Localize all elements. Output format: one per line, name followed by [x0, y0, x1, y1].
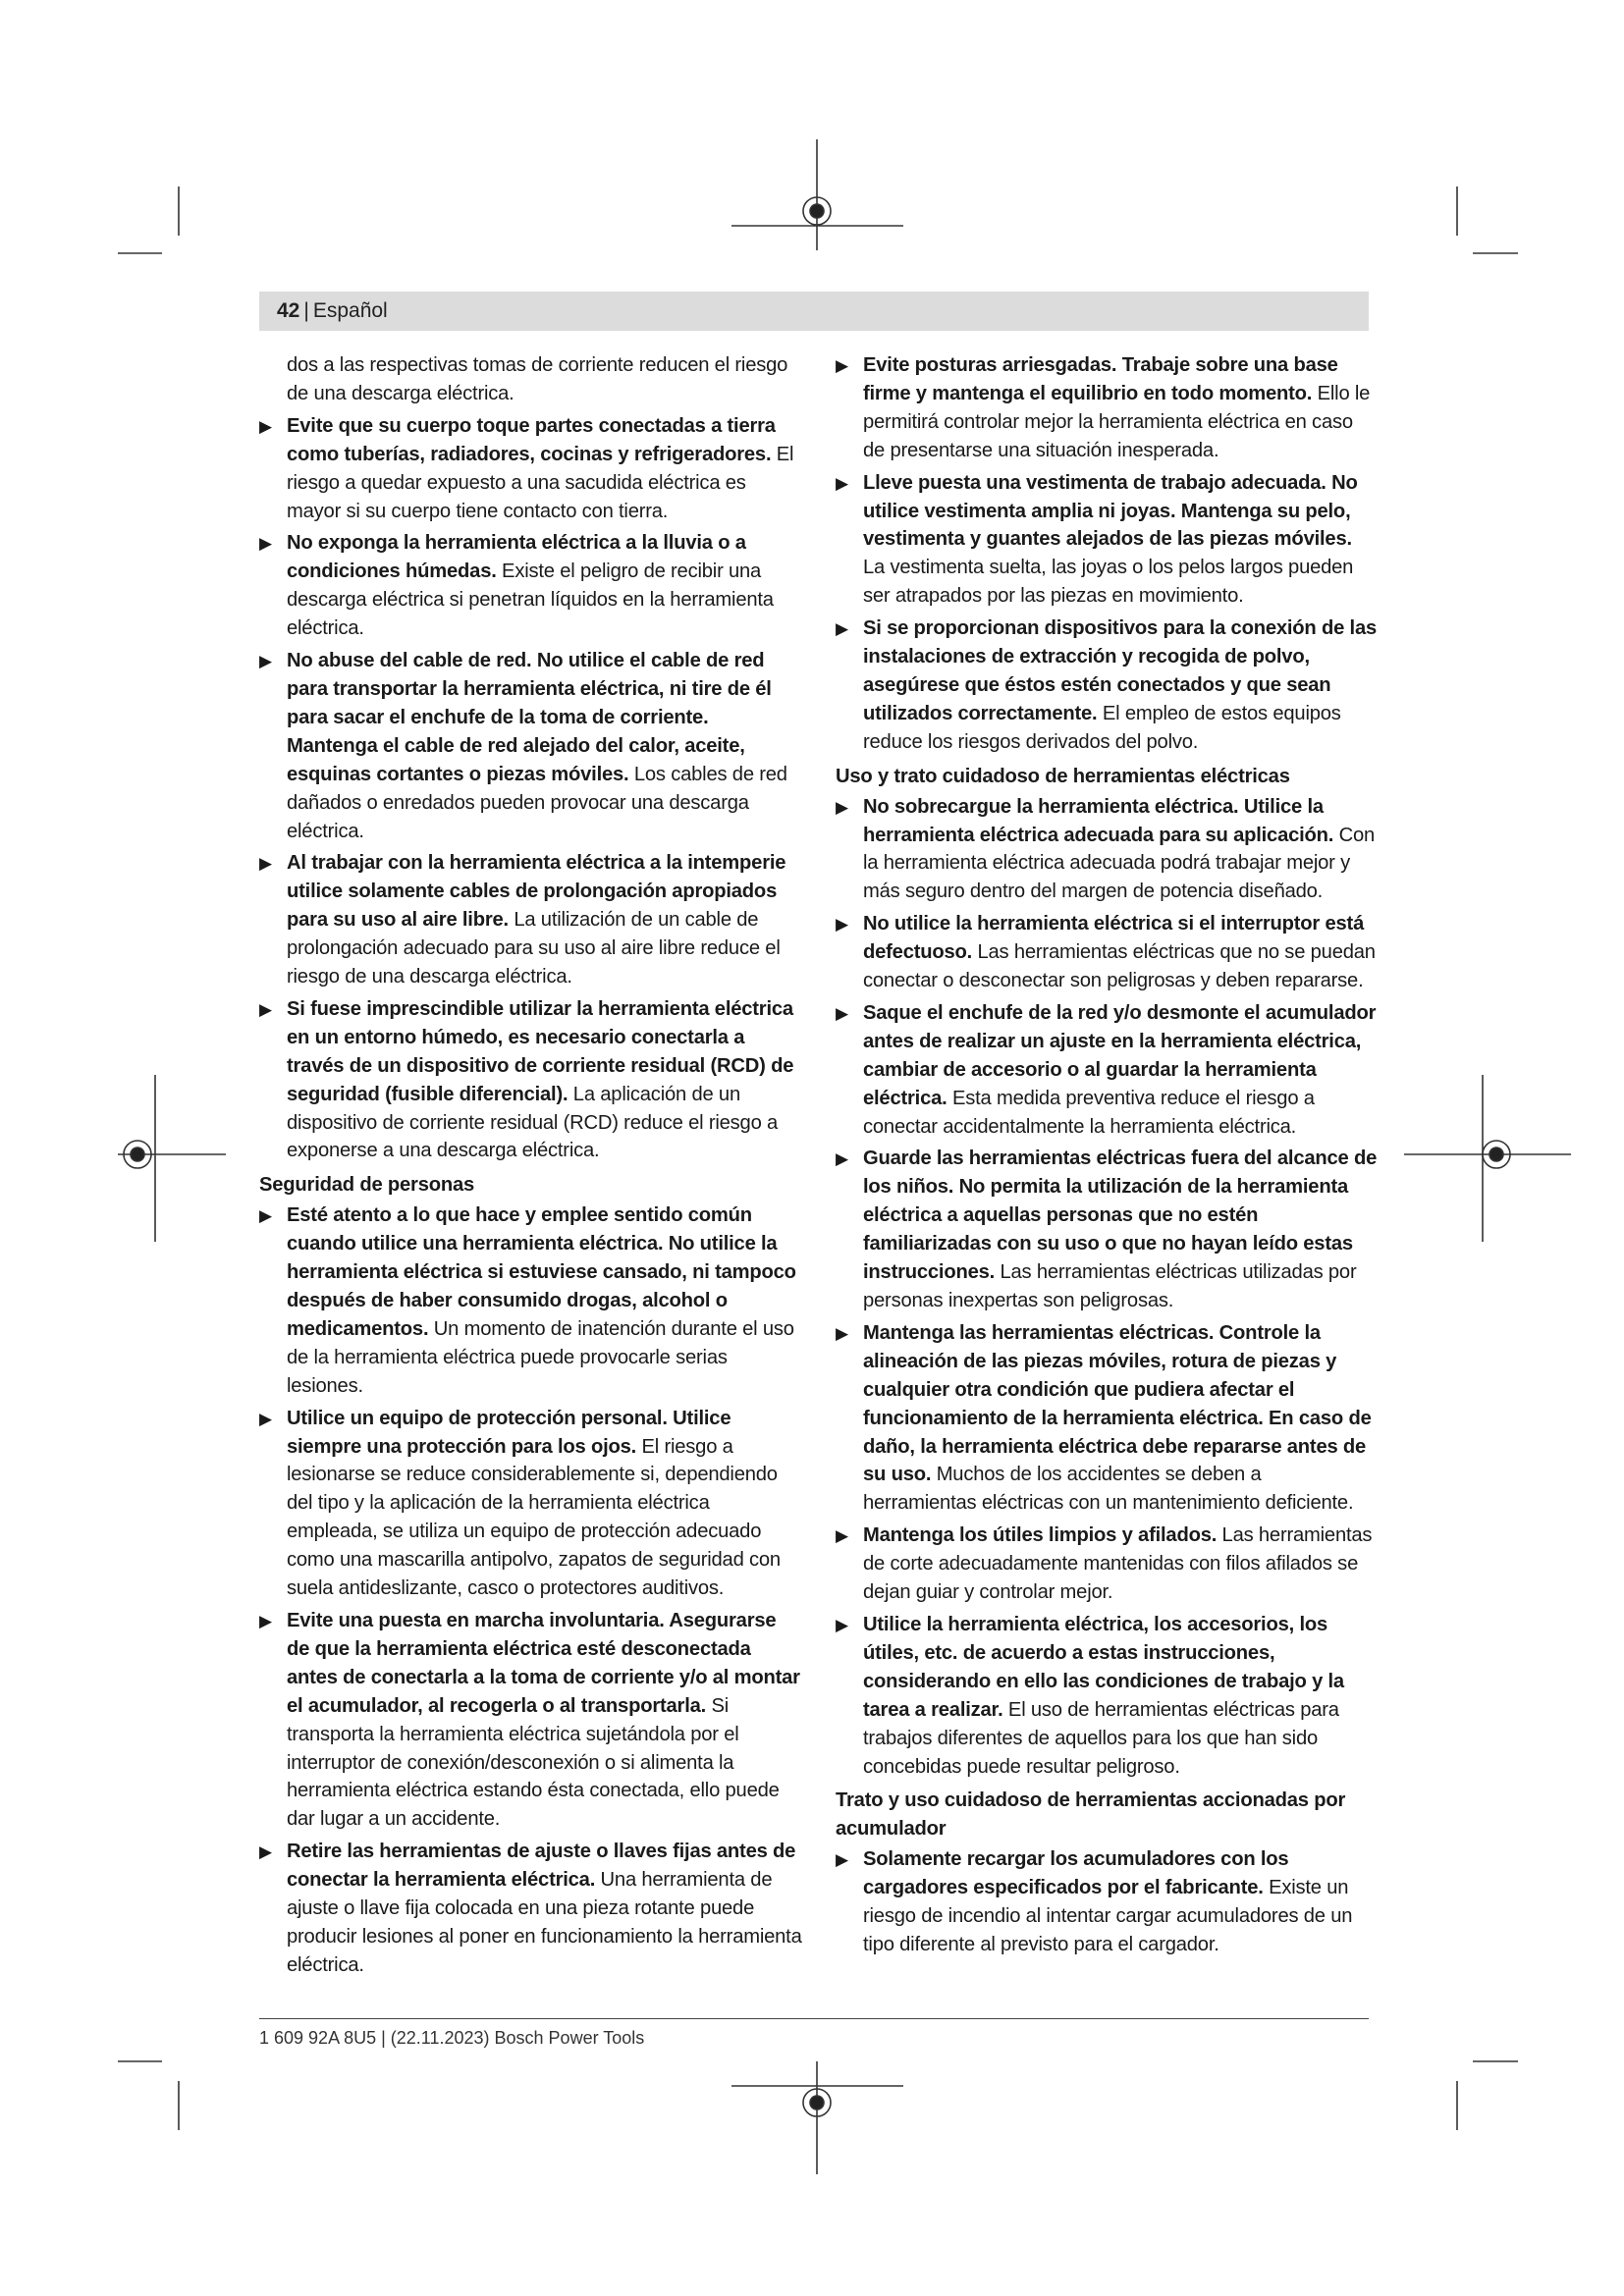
- item-instruction: No exponga la herramienta eléctrica a la lluvia o a condiciones húmedas.: [287, 532, 746, 583]
- header-language: Español: [312, 299, 388, 322]
- safety-list-item: [836, 910, 1379, 995]
- item-instruction: Al trabajar con la herramienta eléctrica a la intemperie utilice solamente cables de prolongación apropiados para su uso al aire libre.: [287, 852, 786, 932]
- bullet-triangle-icon: ▶: [836, 356, 848, 375]
- registration-mark-top-icon: [731, 139, 903, 250]
- item-instruction: Saque el enchufe de la red y/o desmonte el acumulador antes de realizar un ajuste en la herramienta eléctrica, cambiar de accesorio o al guardar la herramienta eléctrica.: [863, 1001, 1377, 1109]
- bullet-triangle-icon: ▶: [259, 1409, 272, 1428]
- safety-list-item: [836, 1845, 1379, 1959]
- safety-list-item: [259, 1405, 802, 1603]
- bullet-triangle-icon: ▶: [836, 1526, 848, 1546]
- safety-list-item: [259, 412, 802, 526]
- item-explanation: Las herramientas eléctricas utilizadas por personas inexpertas son peligrosas.: [863, 1261, 1357, 1311]
- item-instruction: Mantenga los útiles limpios y afilados.: [863, 1524, 1218, 1547]
- item-explanation: Un momento de inatención durante el uso de la herramienta eléctrica puede provocarle serias lesiones.: [287, 1317, 794, 1397]
- item-explanation: Con la herramienta eléctrica adecuada podrá trabajar mejor y más seguro dentro del margen de potencia diseñado.: [863, 824, 1376, 903]
- item-explanation: El riesgo a quedar expuesto a una sacudida eléctrica es mayor si su cuerpo tiene contacto con tierra.: [287, 443, 794, 522]
- item-explanation: Existe un riesgo de incendio al intentar cargar acumuladores de un tipo diferente al previsto para el cargador.: [863, 1877, 1353, 1955]
- registration-mark-bottom-icon: [731, 2061, 903, 2174]
- bullet-triangle-icon: ▶: [259, 999, 272, 1019]
- right-column: [836, 351, 1379, 1963]
- item-instruction: Evite posturas arriesgadas. Trabaje sobre una base firme y mantenga el equilibrio en todo momento.: [863, 354, 1338, 404]
- bullet-triangle-icon: ▶: [259, 416, 272, 436]
- section-heading: Uso y trato cuidadoso de herramientas eléctricas: [836, 765, 1290, 787]
- item-instruction: Solamente recargar los acumuladores con los cargadores especificados por el fabricante.: [863, 1848, 1289, 1899]
- safety-list-item: [836, 1319, 1379, 1518]
- bullet-triangle-icon: ▶: [836, 1003, 848, 1023]
- bullet-triangle-icon: ▶: [836, 1850, 848, 1870]
- item-instruction: Esté atento a lo que hace y emplee sentido común cuando utilice una herramienta eléctrica. No utilice la herramienta eléctrica si estuviese cansado, ni tampoco después de haber consumido drogas, alcohol o medicamentos.: [287, 1204, 796, 1340]
- item-explanation: Las herramientas eléctricas que no se puedan conectar o desconectar son peligrosas y deben repararse.: [863, 941, 1376, 992]
- safety-list-item: [836, 469, 1379, 612]
- footer-text: 1 609 92A 8U5 | (22.11.2023) Bosch Power Tools: [259, 2028, 645, 2048]
- item-instruction: No utilice la herramienta eléctrica si el interruptor está defectuoso.: [863, 913, 1365, 964]
- item-instruction: No sobrecargue la herramienta eléctrica. Utilice la herramienta eléctrica adecuada para su aplicación.: [863, 795, 1334, 846]
- paragraph-continuation: dos a las respectivas tomas de corriente reducen el riesgo de una descarga eléctrica.: [287, 354, 788, 404]
- registration-mark-left-icon: [118, 1075, 226, 1242]
- bullet-triangle-icon: ▶: [259, 854, 272, 874]
- page-number: 42: [277, 299, 300, 322]
- safety-list-item: [259, 1607, 802, 1834]
- left-column: [259, 351, 802, 1984]
- safety-list-item: [836, 1522, 1379, 1607]
- bullet-triangle-icon: ▶: [836, 473, 848, 493]
- bullet-triangle-icon: ▶: [836, 1149, 848, 1169]
- bullet-triangle-icon: ▶: [259, 652, 272, 671]
- item-instruction: Mantenga las herramientas eléctricas. Controle la alineación de las piezas móviles, rotura de piezas y cualquier otra condición que pudiera afectar el funcionamiento de la herramienta eléctrica. En caso de daño, la herramienta eléctrica debe repararse antes de su uso.: [863, 1321, 1372, 1486]
- item-explanation: Si transporta la herramienta eléctrica sujetándola por el interruptor de conexión/desconexión o si alimenta la herramienta eléctrica estando ésta conectada, ello puede dar lugar a un accidente.: [287, 1694, 780, 1831]
- header-separator: |: [303, 299, 309, 322]
- bullet-triangle-icon: ▶: [836, 797, 848, 817]
- bullet-triangle-icon: ▶: [836, 619, 848, 639]
- safety-list-item: [259, 849, 802, 991]
- bullet-triangle-icon: ▶: [259, 1611, 272, 1630]
- bullet-triangle-icon: ▶: [259, 1206, 272, 1226]
- item-explanation: El empleo de estos equipos reduce los riesgos derivados del polvo.: [863, 702, 1341, 753]
- item-explanation: Existe el peligro de recibir una descarga eléctrica si penetran líquidos en la herramienta eléctrica.: [287, 561, 774, 640]
- safety-list-item: [836, 1611, 1379, 1781]
- safety-list-item: [836, 351, 1379, 465]
- item-explanation: La utilización de un cable de prolongación adecuado para su uso al aire libre reduce el riesgo de una descarga eléctrica.: [287, 909, 781, 988]
- bullet-triangle-icon: ▶: [836, 1615, 848, 1634]
- item-instruction: Retire las herramientas de ajuste o llaves fijas antes de conectar la herramienta eléctrica.: [287, 1841, 796, 1892]
- page-header: [259, 292, 1369, 331]
- item-explanation: El uso de herramientas eléctricas para trabajos diferentes de aquellos para los que han sido concebidas puede resultar peligroso.: [863, 1698, 1339, 1778]
- footer-rule: [259, 2018, 1369, 2019]
- item-explanation: Muchos de los accidentes se deben a herramientas eléctricas con un mantenimiento deficiente.: [863, 1464, 1354, 1515]
- registration-mark-right-icon: [1404, 1075, 1571, 1242]
- bullet-triangle-icon: ▶: [836, 1323, 848, 1343]
- item-instruction: Evite que su cuerpo toque partes conectadas a tierra como tuberías, radiadores, cocinas y refrigeradores.: [287, 414, 776, 465]
- section-heading: Trato y uso cuidadoso de herramientas accionadas por acumulador: [836, 1789, 1346, 1841]
- item-instruction: Utilice la herramienta eléctrica, los accesorios, los útiles, etc. de acuerdo a estas instrucciones, considerando en ello las condiciones de trabajo y la tarea a realizar.: [863, 1613, 1344, 1721]
- safety-list-item: [836, 793, 1379, 907]
- item-explanation: Los cables de red dañados o enredados pueden provocar una descarga eléctrica.: [287, 763, 787, 842]
- safety-list-item: [259, 1201, 802, 1400]
- safety-list-item: [259, 529, 802, 643]
- bullet-triangle-icon: ▶: [259, 534, 272, 554]
- item-instruction: Si se proporcionan dispositivos para la conexión de las instalaciones de extracción y recogida de polvo, asegúrese que éstos estén conectados y que sean utilizados correctamente.: [863, 617, 1377, 724]
- item-explanation: Una herramienta de ajuste o llave fija colocada en una pieza rotante puede producir lesiones al poner en funcionamiento la herramienta eléctrica.: [287, 1869, 802, 1976]
- item-instruction: No abuse del cable de red. No utilice el cable de red para transportar la herramienta eléctrica, ni tire de él para sacar el enchufe de la toma de corriente. Mantenga el cable de red alejado del calor, aceite, esquinas cortantes o piezas móviles.: [287, 650, 772, 785]
- item-instruction: Lleve puesta una vestimenta de trabajo adecuada. No utilice vestimenta amplia ni joyas. Mantenga su pelo, vestimenta y guantes alejados de las piezas móviles.: [863, 471, 1358, 551]
- safety-list-item: [836, 614, 1379, 757]
- safety-list-item: [836, 1145, 1379, 1314]
- section-heading: Seguridad de personas: [259, 1174, 475, 1197]
- item-instruction: Utilice un equipo de protección personal. Utilice siempre una protección para los ojos.: [287, 1407, 731, 1458]
- item-explanation: Esta medida preventiva reduce el riesgo a conectar accidentalmente la herramienta eléctrica.: [863, 1087, 1315, 1138]
- item-explanation: Las herramientas de corte adecuadamente mantenidas con filos afilados se dejan guiar y controlar mejor.: [863, 1524, 1373, 1604]
- safety-list-item: [259, 1838, 802, 1980]
- item-explanation: Ello le permitirá controlar mejor la herramienta eléctrica en caso de presentarse una situación inesperada.: [863, 382, 1371, 461]
- item-instruction: Guarde las herramientas eléctricas fuera del alcance de los niños. No permita la utilización de la herramienta eléctrica a aquellas personas que no estén familiarizadas con su uso o que no hayan leído estas instrucciones.: [863, 1148, 1378, 1284]
- safety-list-item: [259, 647, 802, 845]
- item-explanation: La vestimenta suelta, las joyas o los pelos largos pueden ser atrapados por las piezas en movimiento.: [863, 557, 1354, 608]
- item-explanation: El riesgo a lesionarse se reduce considerablemente si, dependiendo del tipo y la aplicación de la herramienta eléctrica empleada, se utiliza un equipo de protección adecuado como una mascarilla antipolvo, zapatos de seguridad con suela antideslizante, casco o protectores auditivos.: [287, 1435, 781, 1600]
- safety-list-item: [259, 995, 802, 1165]
- item-instruction: Si fuese imprescindible utilizar la herramienta eléctrica en un entorno húmedo, es necesario conectarla a través de un dispositivo de corriente residual (RCD) de seguridad (fusible diferencial).: [287, 997, 794, 1105]
- item-explanation: La aplicación de un dispositivo de corriente residual (RCD) reduce el riesgo a exponerse a una descarga eléctrica.: [287, 1083, 779, 1162]
- bullet-triangle-icon: ▶: [259, 1842, 272, 1862]
- safety-list-item: [836, 999, 1379, 1142]
- bullet-triangle-icon: ▶: [836, 915, 848, 934]
- item-instruction: Evite una puesta en marcha involuntaria. Asegurarse de que la herramienta eléctrica esté desconectada antes de conectarla a la toma de corriente y/o al montar el acumulador, al recogerla o al transportarla.: [287, 1609, 800, 1717]
